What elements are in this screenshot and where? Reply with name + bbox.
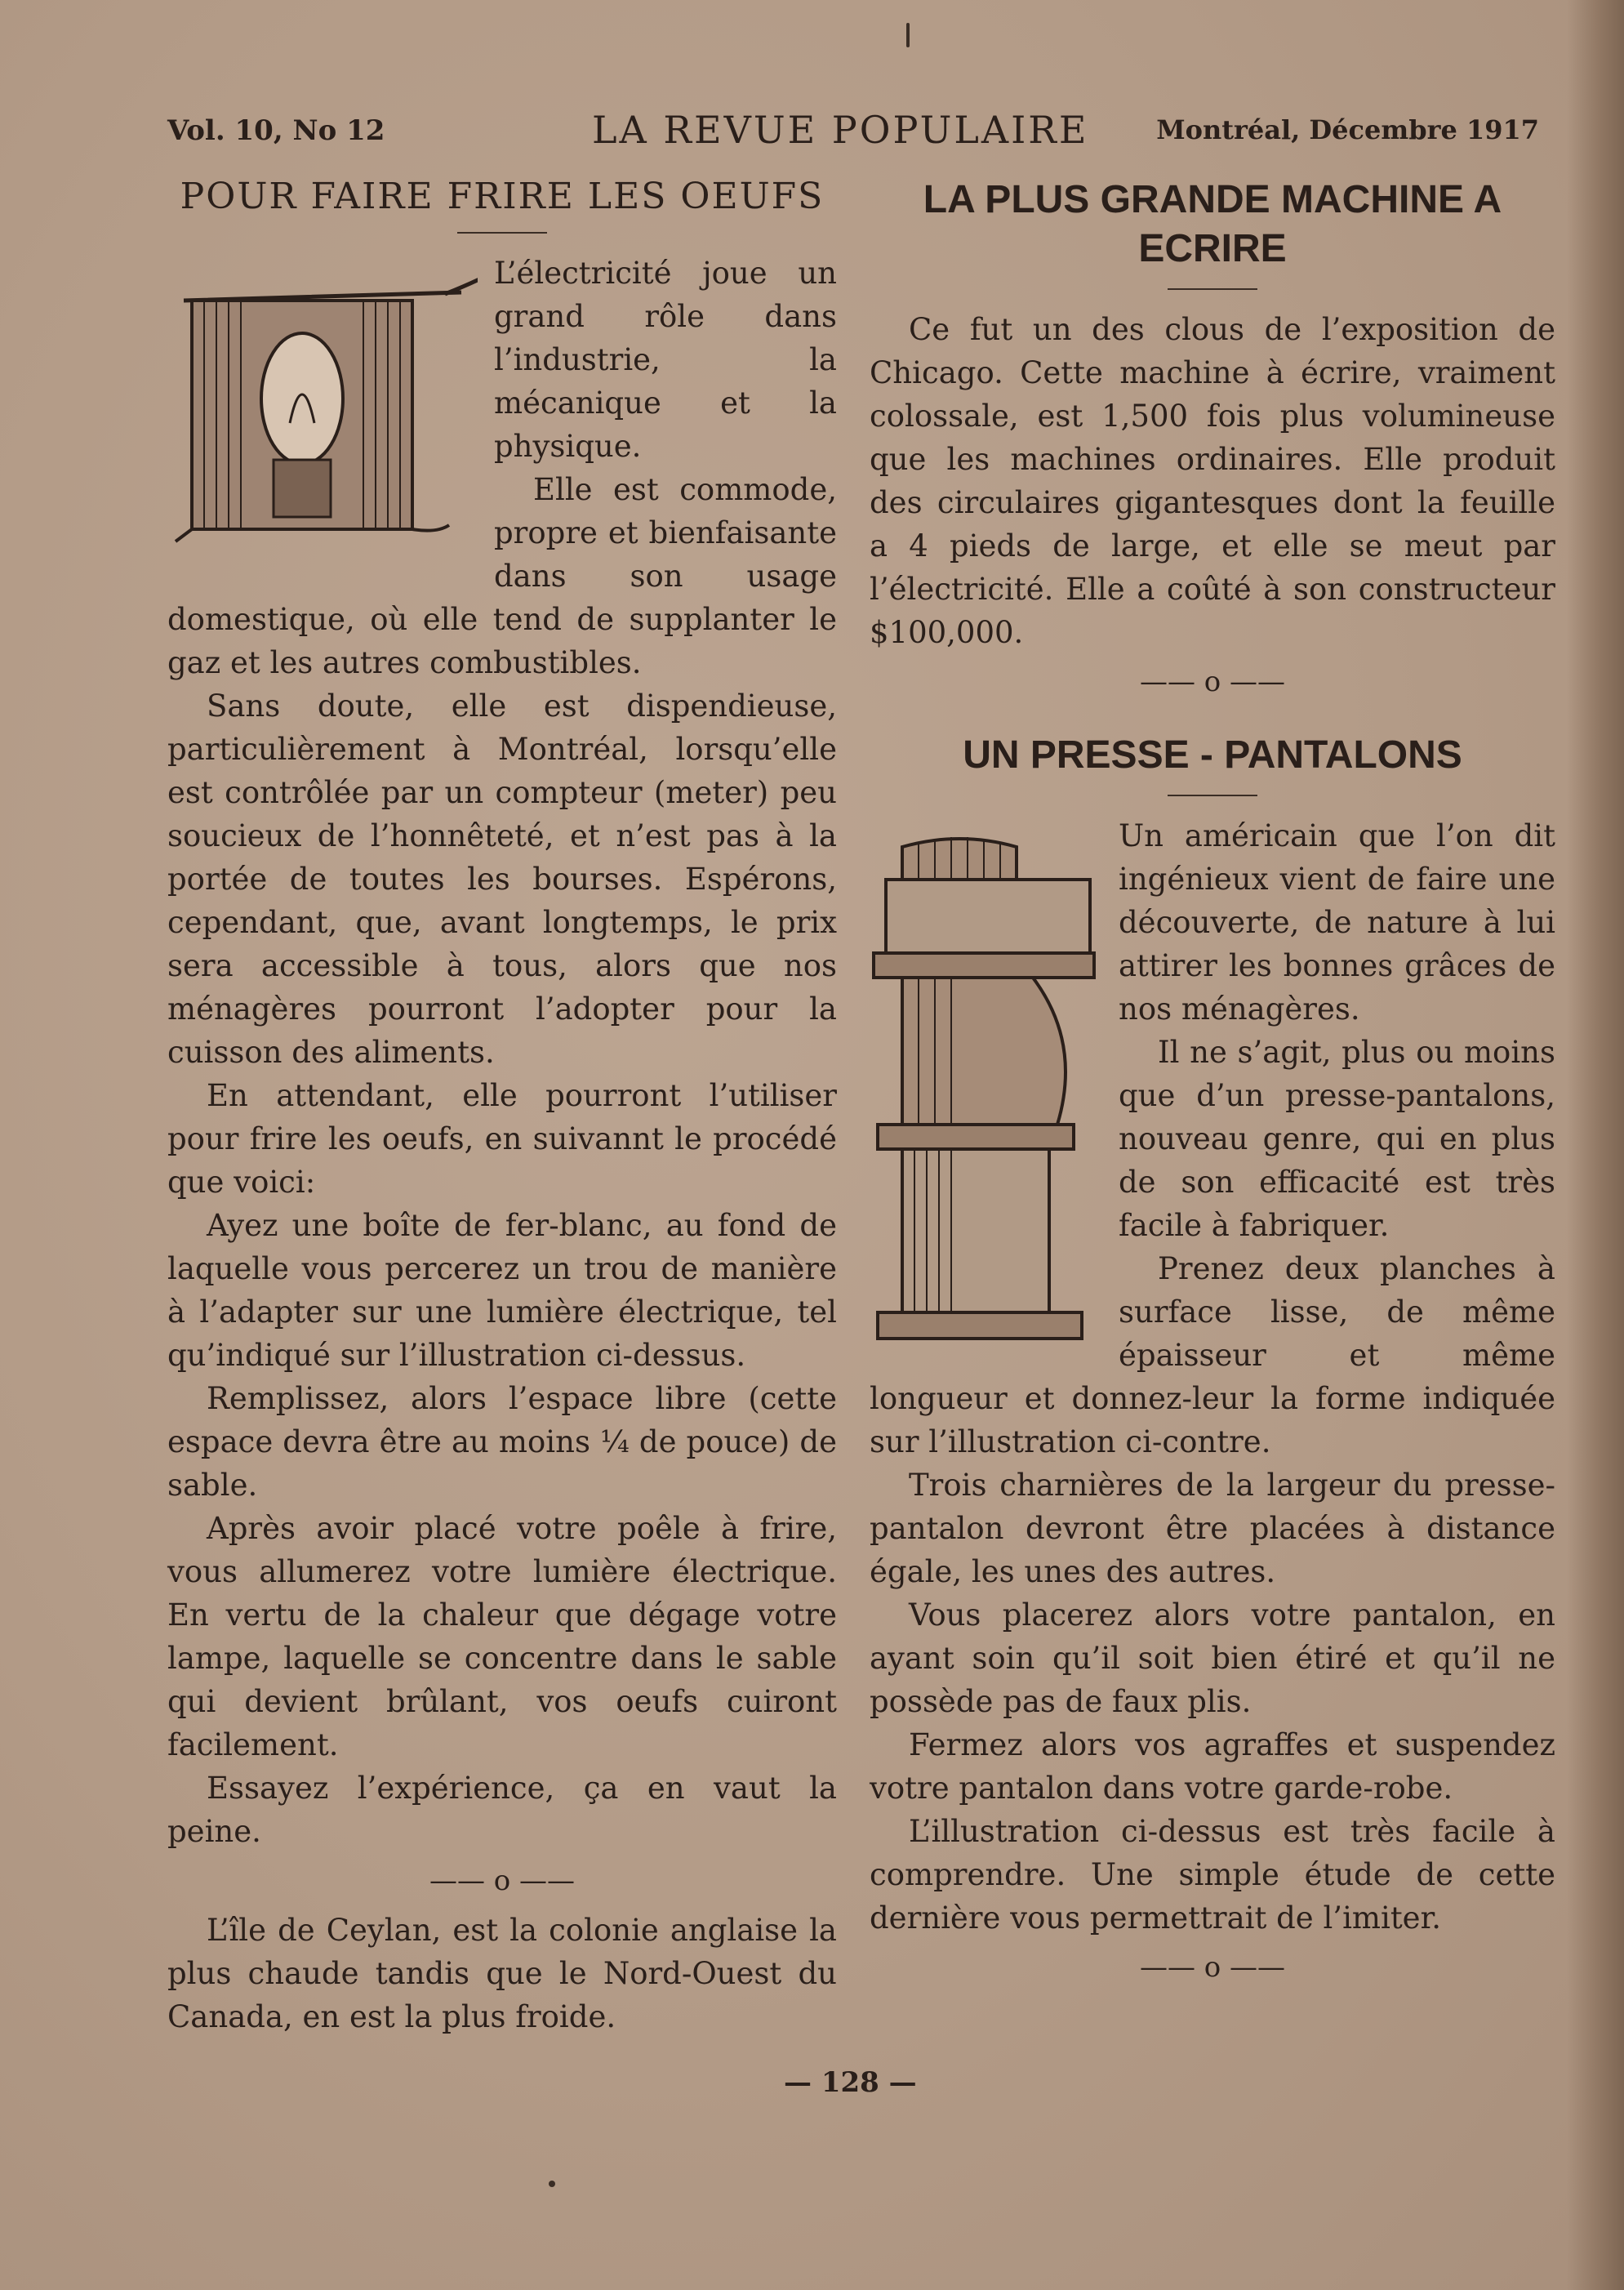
section-separator: —— o ——	[1139, 1951, 1286, 1984]
article-heading-eggs: POUR FAIRE FRIRE LES OEUFS	[180, 176, 825, 217]
press-paragraph-1: Un américain que l’on dit ingénieux vient de faire une découverte, de nature à lui attirer les bonnes grâces de nos ménagères.	[1119, 818, 1555, 1027]
publication-title: LA REVUE POPULAIRE	[592, 108, 1089, 152]
page-edge-shadow	[1567, 0, 1624, 2290]
page-header	[167, 108, 1539, 157]
press-paragraph-4: Trois charnières de la largeur du presse-pantalon devront être placées à distance égale, les unes des autres.	[870, 1468, 1555, 1589]
eggs-paragraph-6: Remplissez, alors l’espace libre (cette espace devra être au moins ¼ de pouce) de sable.	[167, 1381, 837, 1503]
page-number: — 128 —	[784, 2066, 917, 2099]
section-separator: —— o ——	[1139, 666, 1286, 698]
eggs-paragraph-5: Ayez une boîte de fer-blanc, au fond de laquelle vous percerez un trou de manière à l’adapter sur une lumière électrique, tel qu’indiqué sur l’illustration ci-dessus.	[167, 1208, 837, 1373]
typewriter-paragraph: Ce fut un des clous de l’exposition de Chicago. Cette machine à écrire, vraiment colossale, est 1,500 fois plus volumineuse que les machines ordinaires. Elle produit des circulaires gigantesques dont la feuille a 4 pieds de large, et elle se meut par l’électricité. Elle a coûté à son constructeur $100,000.	[870, 312, 1555, 650]
eggs-paragraph-1: L’électricité joue un grand rôle dans l’industrie, la mécanique et la physique.	[494, 256, 837, 464]
volume-number: Vol. 10, No 12	[167, 114, 385, 147]
section-separator: —— o ——	[429, 1865, 576, 1897]
paper-speck	[906, 23, 910, 47]
eggs-paragraph-8: Essayez l’expérience, ça en vaut la peine.	[167, 1771, 837, 1849]
article-heading-trouser-press: UN PRESSE - PANTALONS	[963, 733, 1462, 777]
heading-rule	[1168, 288, 1257, 290]
article-heading-typewriter: LA PLUS GRANDE MACHINE A ECRIRE	[923, 178, 1502, 270]
eggs-paragraph-7: Après avoir placé votre poêle à frire, vous allumerez votre lumière électrique. En vertu de la chaleur que dégage votre lampe, laquelle se concentre dans le sable qui devient brûlant, vos oeufs cuiront facilement.	[167, 1511, 837, 1762]
press-paragraph-3: Prenez deux planches à surface lisse, de même épaisseur et même longueur et donnez-leur la forme indiquée sur l’illustration ci-contre.	[870, 1251, 1555, 1459]
ceylan-note: L’île de Ceylan, est la colonie anglaise la plus chaude tandis que le Nord-Ouest du Canada, en est la plus froide.	[167, 1913, 837, 2034]
press-paragraph-5: Vous placerez alors votre pantalon, en ayant soin qu’il soit bien étiré et qu’il ne possède pas de faux plis.	[870, 1597, 1555, 1719]
paper-speck	[549, 2181, 555, 2187]
eggs-paragraph-2: Elle est commode, propre et bienfaisante dans son usage domestique, où elle tend de supplanter le gaz et les autres combustibles.	[167, 472, 837, 680]
heading-rule	[457, 232, 547, 234]
eggs-paragraph-3: Sans doute, elle est dispendieuse, particulièrement à Montréal, lorsqu’elle est contrôlée par un compteur (meter) peu soucieux de l’honnêteté, et n’est pas à la portée de toutes les bourses. Espérons, cependant, que, avant longtemps, le prix sera accessible à tous, alors que nos ménagères pourront l’adopter pour la cuisson des aliments.	[167, 688, 837, 1070]
right-column	[870, 176, 1555, 1995]
heading-rule	[1168, 795, 1257, 796]
issue-date: Montréal, Décembre 1917	[1156, 114, 1539, 145]
trouser-press-illustration	[870, 831, 1102, 1361]
press-paragraph-6: Fermez alors vos agraffes et suspendez votre pantalon dans votre garde-robe.	[870, 1727, 1555, 1806]
press-paragraph-7: L’illustration ci-dessus est très facile à comprendre. Une simple étude de cette dernière vous permettrait de l’imiter.	[870, 1814, 1555, 1936]
eggs-paragraph-4: En attendant, elle pourront l’utiliser pour frire les oeufs, en suivannt le procédé que voici:	[167, 1078, 837, 1200]
lamp-box-illustration	[167, 252, 478, 562]
left-column	[167, 176, 837, 2038]
press-paragraph-2: Il ne s’agit, plus ou moins que d’un presse-pantalons, nouveau genre, qui en plus de son efficacité est très facile à fabriquer.	[1119, 1035, 1555, 1243]
